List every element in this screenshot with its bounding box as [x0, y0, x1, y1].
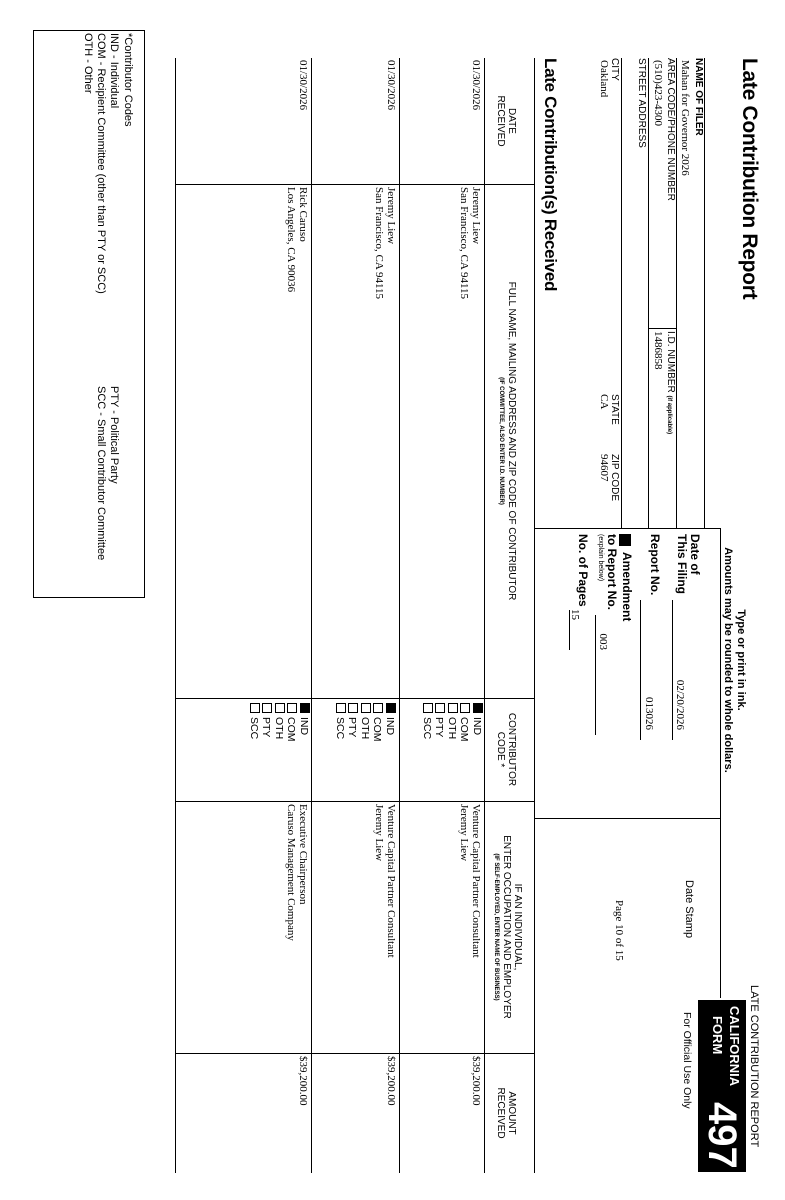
- report-type-label: LATE CONTRIBUTION REPORT: [748, 985, 760, 1148]
- report-no: 013026: [643, 697, 655, 730]
- form-number-badge: [698, 1000, 746, 1172]
- row-1-occupation: Venture Capital Partner Consultant Jeremy Liew: [458, 804, 482, 958]
- row-1-code-scc[interactable]: SCC: [421, 703, 434, 742]
- col-header-contributor: FULL NAME, MAILING ADDRESS AND ZIP CODE OF CONTRIBUTOR (IF COMMITTEE, ALSO ENTER I.D. NUMBER): [498, 281, 517, 601]
- instructions-line-1: Type or print in ink.: [735, 609, 747, 711]
- row-1-code-oth[interactable]: OTH: [446, 703, 459, 742]
- col-header-amount: AMOUNT RECEIVED: [495, 1087, 517, 1139]
- row-2-amount: $39,200.00: [385, 1056, 397, 1106]
- legend-ind: IND - Individual: [108, 33, 120, 109]
- row-2-code-oth[interactable]: OTH: [359, 703, 372, 742]
- row-3-code-ind[interactable]: IND: [298, 703, 311, 742]
- state-label: STATE: [609, 394, 620, 425]
- row-3-contributor: Rick Caruso Los Angeles, CA 90036: [285, 187, 309, 293]
- row-2-date: 01/30/2026: [385, 60, 397, 111]
- row-1-amount: $39,200.00: [470, 1056, 482, 1106]
- legend-com: COM - Recipient Committee (other than PTY or SCC): [95, 33, 107, 294]
- street-address-label: STREET ADDRESS: [636, 58, 647, 148]
- phone-label: AREA CODE/PHONE NUMBER: [665, 58, 676, 201]
- page-of-label: Page 10 of 15: [613, 900, 625, 961]
- col-header-code: CONTRIBUTOR CODE *: [495, 712, 517, 787]
- row-2-code-pty[interactable]: PTY: [346, 703, 359, 742]
- row-1-contributor: Jeremy Liew San Francisco, CA 94115: [458, 187, 482, 300]
- row-2-contributor: Jeremy Liew San Francisco, CA 94115: [373, 187, 397, 300]
- date-stamp-label: Date Stamp: [683, 880, 695, 939]
- row-1-date: 01/30/2026: [470, 60, 482, 111]
- pages-label: No. of Pages: [576, 534, 590, 607]
- official-use-label: For Official Use Only: [681, 1012, 693, 1109]
- row-3-amount: $39,200.00: [297, 1056, 309, 1106]
- row-3-occupation: Executive Chairperson Caruso Management Company: [285, 804, 309, 941]
- filer-city: Oakland: [598, 60, 610, 98]
- col-header-date: DATE RECEIVED: [495, 95, 517, 147]
- row-2-code-com[interactable]: COM: [371, 703, 384, 742]
- row-3-code-scc[interactable]: SCC: [248, 703, 261, 742]
- row-2-occupation: Venture Capital Partner Consultant Jeremy Liew: [373, 804, 397, 958]
- legend-oth: OTH - Other: [82, 33, 94, 94]
- id-number-label: I.D. NUMBER (if applicable): [665, 331, 676, 435]
- filing-date: 02/20/2026: [674, 679, 686, 730]
- instructions-line-2: Amounts may be rounded to whole dollars.: [722, 547, 734, 773]
- amendment-explain: (explain below): [597, 534, 604, 582]
- form-california: CALIFORNIA: [727, 1006, 742, 1087]
- filer-name: Mahan for Governor 2026: [679, 60, 691, 176]
- row-2-code-ind[interactable]: IND: [384, 703, 397, 742]
- row-3-code-com[interactable]: COM: [285, 703, 298, 742]
- row-3-code-pty[interactable]: PTY: [260, 703, 273, 742]
- filer-state: CA: [598, 394, 610, 410]
- filer-zip: 94607: [598, 454, 610, 482]
- filer-name-label: NAME OF FILER: [693, 58, 704, 136]
- amendment-label: Amendment: [620, 552, 634, 622]
- row-1-code-pty[interactable]: PTY: [433, 703, 446, 742]
- amendment-label-2: to Report No.: [605, 534, 619, 610]
- filer-id-number: 1486858: [652, 331, 664, 370]
- contributor-codes-legend: [33, 30, 145, 598]
- row-3-code-oth[interactable]: OTH: [273, 703, 286, 742]
- zip-label: ZIP CODE: [609, 454, 620, 502]
- amendment-report-no: 003: [597, 633, 609, 650]
- row-2-codes: [334, 703, 397, 742]
- legend-pty: PTY - Political Party: [108, 386, 120, 484]
- report-no-label: Report No.: [648, 534, 662, 596]
- row-1-code-com[interactable]: COM: [458, 703, 471, 742]
- row-3-date: 01/30/2026: [297, 60, 309, 111]
- form-label: FORM: [710, 1016, 725, 1055]
- legend-title: *Contributor Codes: [122, 33, 134, 127]
- pages-count: 15: [569, 609, 581, 620]
- section-title: Late Contribution(s) Received: [541, 58, 560, 292]
- city-label: CITY: [609, 58, 620, 81]
- row-1-code-ind[interactable]: IND: [471, 703, 484, 742]
- row-1-codes: [421, 703, 484, 742]
- col-header-occupation: IF AN INDIVIDUAL, ENTER OCCUPATION AND EMPLOYER (IF SELF-EMPLOYED, ENTER NAME OF BUSINESS): [493, 835, 523, 1019]
- filer-phone: (510)423-4300: [652, 60, 664, 126]
- filing-date-label: Date of This Filing: [675, 534, 702, 594]
- row-3-codes: [248, 703, 311, 742]
- legend-scc: SCC - Small Contributor Committee: [95, 386, 107, 561]
- form-title: Late Contribution Report: [738, 58, 761, 300]
- row-2-code-scc[interactable]: SCC: [334, 703, 347, 742]
- form-number: 497: [700, 1102, 744, 1169]
